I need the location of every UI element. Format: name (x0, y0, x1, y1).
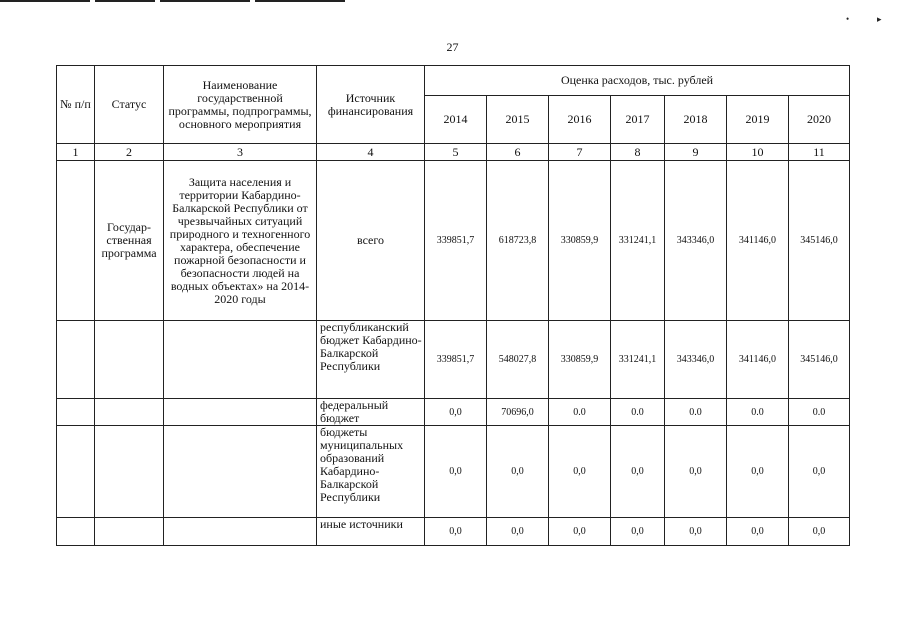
cost-value: 0,0 (425, 426, 487, 518)
header-costs: Оценка расходов, тыс. рублей (425, 66, 850, 96)
table-row (57, 161, 850, 321)
cost-value: 0,0 (425, 399, 487, 426)
column-index: 8 (611, 144, 665, 161)
header-name: Наименование государственной программы, подпрограммы, основного мероприятия (164, 66, 317, 144)
column-index: 11 (789, 144, 850, 161)
table-row (57, 426, 850, 518)
row-number (57, 518, 95, 546)
cost-value: 0,0 (727, 518, 789, 546)
cost-value: 339851,7 (425, 161, 487, 321)
table-row (57, 518, 850, 546)
scan-mark: ▸ (877, 14, 882, 24)
funding-source: иные источники (317, 518, 425, 546)
cost-value: 0.0 (549, 399, 611, 426)
header-source: Источник финансирования (317, 66, 425, 144)
cost-value: 341146,0 (727, 161, 789, 321)
cost-value: 70696,0 (487, 399, 549, 426)
page-number: 27 (446, 40, 459, 54)
funding-source: бюджеты муниципальных образований Кабардино-Балкарской Республики (317, 426, 425, 518)
header-year: 2016 (549, 96, 611, 144)
header-year: 2019 (727, 96, 789, 144)
column-index: 2 (95, 144, 164, 161)
cost-value: 0,0 (549, 426, 611, 518)
cost-value: 0.0 (611, 399, 665, 426)
cost-value: 0,0 (549, 518, 611, 546)
budget-table (56, 65, 850, 546)
cost-value: 339851,7 (425, 321, 487, 399)
row-number (57, 399, 95, 426)
row-number (57, 321, 95, 399)
cost-value: 0,0 (665, 518, 727, 546)
cost-value: 331241,1 (611, 161, 665, 321)
funding-source: федеральный бюджет (317, 399, 425, 426)
program-name (164, 518, 317, 546)
cost-value: 0.0 (789, 399, 850, 426)
cost-value: 0,0 (487, 518, 549, 546)
cost-value: 0,0 (611, 518, 665, 546)
table-row (57, 399, 850, 426)
column-index: 3 (164, 144, 317, 161)
cost-value: 345146,0 (789, 161, 850, 321)
cost-value: 0,0 (425, 518, 487, 546)
program-name (164, 399, 317, 426)
program-status (95, 399, 164, 426)
program-name (164, 426, 317, 518)
program-status (95, 518, 164, 546)
column-index: 7 (549, 144, 611, 161)
cost-value: 330859,9 (549, 161, 611, 321)
row-number (57, 426, 95, 518)
funding-source: всего (317, 161, 425, 321)
header-year: 2014 (425, 96, 487, 144)
program-status (95, 426, 164, 518)
cost-value: 618723,8 (487, 161, 549, 321)
cost-value: 0,0 (665, 426, 727, 518)
cost-value: 331241,1 (611, 321, 665, 399)
cost-value: 343346,0 (665, 161, 727, 321)
column-index: 10 (727, 144, 789, 161)
cost-value: 0.0 (727, 399, 789, 426)
header-year: 2020 (789, 96, 850, 144)
program-status: Государ-ственная программа (95, 161, 164, 321)
cost-value: 0,0 (789, 426, 850, 518)
scan-top-edge (0, 0, 905, 3)
cost-value: 548027,8 (487, 321, 549, 399)
row-number (57, 161, 95, 321)
header-no: № п/п (57, 66, 95, 144)
scan-mark: • (846, 14, 850, 24)
program-name: Защита населения и территории Кабардино-Балкарской Республики от чрезвычайных ситуаций природного и техногенного характера, обеспечение пожарной безопасности и безопасности людей на водных объектах» на 2014-2020 годы (164, 161, 317, 321)
header-year: 2015 (487, 96, 549, 144)
cost-value: 0,0 (611, 426, 665, 518)
table-row (57, 321, 850, 399)
cost-value: 330859,9 (549, 321, 611, 399)
header-year: 2017 (611, 96, 665, 144)
header-status: Статус (95, 66, 164, 144)
program-name (164, 321, 317, 399)
cost-value: 0.0 (665, 399, 727, 426)
cost-value: 345146,0 (789, 321, 850, 399)
column-index: 5 (425, 144, 487, 161)
cost-value: 0,0 (727, 426, 789, 518)
cost-value: 0,0 (789, 518, 850, 546)
column-index: 4 (317, 144, 425, 161)
column-index: 9 (665, 144, 727, 161)
program-status (95, 321, 164, 399)
cost-value: 0,0 (487, 426, 549, 518)
cost-value: 343346,0 (665, 321, 727, 399)
header-year: 2018 (665, 96, 727, 144)
column-index: 6 (487, 144, 549, 161)
cost-value: 341146,0 (727, 321, 789, 399)
funding-source: республиканский бюджет Кабардино-Балкарской Республики (317, 321, 425, 399)
column-index: 1 (57, 144, 95, 161)
